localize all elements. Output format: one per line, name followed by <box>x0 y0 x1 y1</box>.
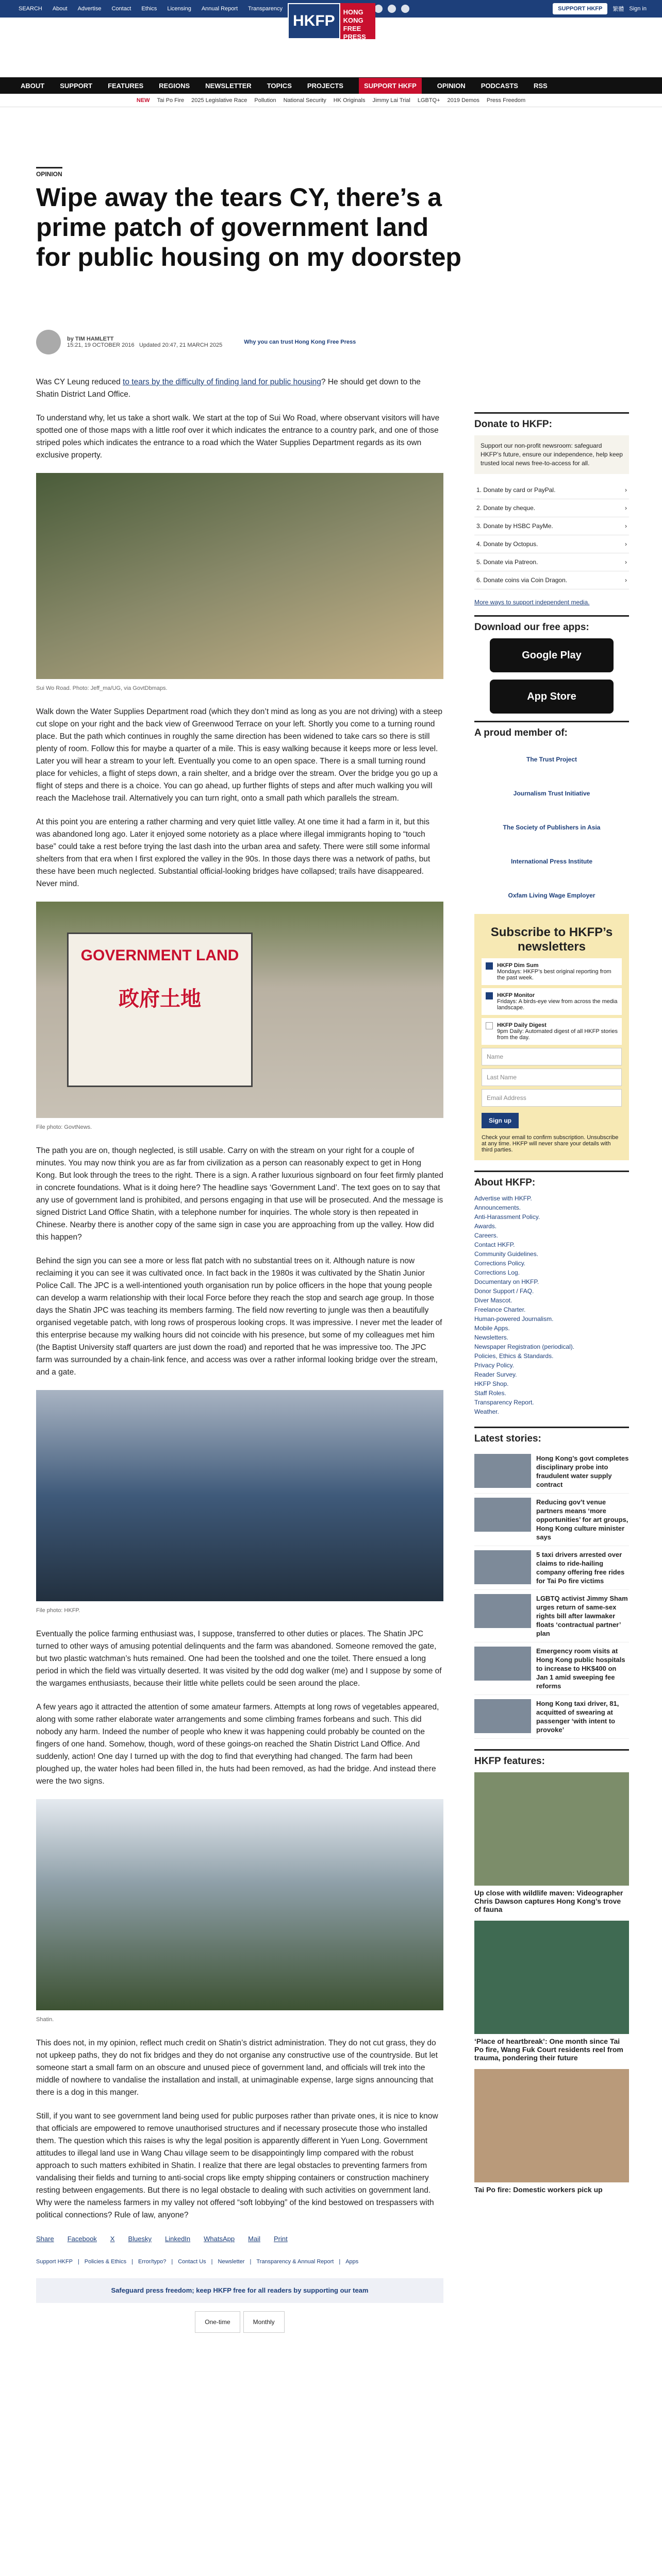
about-link[interactable]: Policies, Ethics & Standards. <box>474 1352 554 1360</box>
subnav-item[interactable]: HK Originals <box>333 97 366 104</box>
paragraph: To understand why, let us take a short walk. We start at the top of Sui Wo Road, where observant visitors will have spotted one of those maps with a little roof over it which indicates the entrance to a country park, and one of those striped poles which indicates the entrance to a road which the Water Supplies Department regards as its own exclusive property. <box>36 414 440 460</box>
footer-link[interactable]: Support HKFP <box>36 2259 73 2265</box>
paragraph: A few years ago it attracted the attention of some amateur farmers. Attempts at long rows of vegetables appeared, along with some rather elaborate water arrangements and some climbing frames forbeans and such. This did nobody any harm. Indeed the number of people who knew it was happening could probably be counted on the fingers of one hand. Somehow, though, word of these goings-on reached the Shatin District Land Office. And suddenly, action! One day I turned up with the dog to find that everything had changed. The farm had been ploughed up, the water holes had been filled in, the huts had been removed, as had the bridge. And instead there were the two signs. <box>36 1703 439 1786</box>
nav-podcasts[interactable]: PODCASTS <box>481 81 518 90</box>
about-link[interactable]: Awards. <box>474 1223 497 1230</box>
government-land-sign <box>67 933 253 1087</box>
nl-desc: 9pm Daily: Automated digest of all HKFP stories from the day. <box>497 1028 618 1041</box>
feature-image[interactable] <box>474 1921 629 2034</box>
hkfp-logo[interactable] <box>288 3 375 39</box>
main-nav <box>0 77 662 94</box>
newsletter-option[interactable] <box>482 958 622 985</box>
chevron-right-icon: › <box>625 577 627 584</box>
story-item[interactable] <box>474 1590 629 1642</box>
story-title: 5 taxi drivers arrested over claims to ride-hailing company offering free rides for Tai Po fire victims <box>536 1551 625 1585</box>
about-link[interactable]: Anti-Harassment Policy. <box>474 1213 540 1221</box>
nav-about[interactable]: ABOUT <box>21 81 45 90</box>
app-store-button[interactable]: App Store <box>490 680 614 714</box>
chevron-right-icon: › <box>625 522 627 530</box>
about-link[interactable]: Community Guidelines. <box>474 1250 539 1258</box>
paragraph: Behind the sign you can see a more or less flat patch with no substantial trees on it. Although nature is now reclaiming it you can see it was cultivated once. In fact back in the 1980s it was cultivated by the Shatin Junior Police Call. The JPC is a well-intentioned youth organisation run by police officers in the hope that young people can develop a warm relationship with their local Force before they reach the stop and search age group. In those days the Shatin JPC was teaching its members farming. The field now reverting to jungle was then a beautifully organised vegetable patch, with long rows of prosperous looking crops. It was impressive. I never met the leader of this enterprise because my walking hours did not coincide with his presence, but some of my colleagues met him (the Baptist University staff quarters are just down the road) and reported that he was impressive too. The JPC farm was surrounded by a chain-link fence, and access was over a rather informal looking bridge over the stream, and a gate. <box>36 1257 442 1377</box>
top-right <box>553 3 647 14</box>
about-link[interactable]: Mobile Apps. <box>474 1325 510 1332</box>
sign-up-button[interactable]: Sign up <box>482 1113 519 1128</box>
subnav-item[interactable]: National Security <box>283 97 326 104</box>
paragraph <box>36 376 443 401</box>
nav-features[interactable]: FEATURES <box>108 81 144 90</box>
nav-support-hkfp[interactable]: SUPPORT HKFP <box>359 78 422 94</box>
feature-image[interactable] <box>474 2069 629 2182</box>
sign-text-zh: 政府土地 <box>119 988 201 1010</box>
inline-link[interactable]: to tears by the difficulty of finding land for public housing <box>123 378 321 386</box>
donate-blurb[interactable]: Support our non-profit newsroom: safeguard HKFP’s future, ensure our independence, help keep trusted local news free-to-access for all. <box>474 435 629 474</box>
about-link[interactable]: Corrections Policy. <box>474 1260 526 1267</box>
checkbox-icon[interactable] <box>486 992 493 999</box>
checkbox-icon[interactable] <box>486 962 493 970</box>
donate-option[interactable] <box>474 517 629 535</box>
donate-option[interactable] <box>474 571 629 589</box>
text: ? He should get down to the Shatin District Land Office. <box>36 378 421 399</box>
option-label: 4. Donate by Octopus. <box>476 540 538 548</box>
footer-links: Support HKFP | Policies & Ethics | Error/typo? | Contact Us | Newsletter | Transparency & Annual Report | Apps <box>36 2256 443 2268</box>
section-label[interactable]: OPINION <box>36 167 62 178</box>
about-link[interactable]: Privacy Policy. <box>474 1362 515 1369</box>
footer-link[interactable]: Newsletter <box>218 2259 245 2265</box>
article-image <box>36 1799 443 2010</box>
nl-name: HKFP Dim Sum <box>497 962 539 969</box>
feature-title[interactable]: Up close with wildlife maven: Videographer Chris Dawson captures Hong Kong’s trove of fauna <box>474 1889 623 1913</box>
donate-option[interactable] <box>474 499 629 517</box>
nav-projects[interactable]: PROJECTS <box>307 81 343 90</box>
share-bar <box>36 2233 443 2245</box>
subnav-new: NEW <box>136 97 150 104</box>
about-link[interactable]: Newspaper Registration (periodical). <box>474 1343 575 1350</box>
instagram-icon[interactable] <box>374 5 383 13</box>
paragraph: The path you are on, though neglected, is still usable. Carry on with the stream on your right for a couple of minutes. You may now think you are as far from civilization as a person can reasonably expect to get in Hong Kong. But look through the trees to the right. There is a sign. A rather luxurious signboard on four feet firmly planted in concrete foundations. What is it doing here? The headline says ‘Government Land’. The text goes on to say that any use of government land is prohibited, and persons engaging in that use will be prosecuted. And the message is signed District Land Office Shatin, with a telephone number for inquiries. The whole story is then repeated in Chinese. Nearby there is another copy of the same sign in case you are approaching from up the valley. How did this happen? <box>36 1146 443 1242</box>
nl-name: HKFP Daily Digest <box>497 1022 547 1028</box>
trust-link[interactable]: Why you can trust Hong Kong Free Press <box>244 339 356 345</box>
about-link[interactable]: Advertise with HKFP. <box>474 1195 532 1202</box>
paragraph: Walk down the Water Supplies Department road (which they don’t mind as long as you are not driving) with a steep cut slope on your right and the back view of Greenwood Terrace on your left. Shortly you come to a turning round place. But the path which continues in roughly the same direction has been widened to take cars so there is still plenty of room. Follow this for maybe a quarter of a mile. This is easy walking because it keeps more or less level. Later you will hear a stream to your left. Eventually you come to an open space. There is a small turning round place for vehicles, a flight of steps down, a rain shelter, and a bridge over the stream. Over the bridge you go up a flight of steps and there is a choice. You can go ahead, up further flights of steps and after much walking you will reach the Maclehose trail. Alternatively you can turn right, onto a small path which parallels the stream. <box>36 707 443 803</box>
about-link[interactable]: HKFP Shop. <box>474 1380 509 1387</box>
features-heading: HKFP features: <box>474 1749 629 1772</box>
name-field[interactable]: Name <box>482 1048 622 1065</box>
support-banner[interactable]: Safeguard press freedom; keep HKFP free for all readers by supporting our team <box>36 2278 443 2303</box>
share-bluesky[interactable]: Bluesky <box>128 2235 152 2243</box>
image-caption: File photo: GovtNews. <box>36 1124 92 1130</box>
subnav-item[interactable]: Pollution <box>254 97 276 104</box>
donate-option[interactable] <box>474 553 629 571</box>
publish-date: 15:21, 19 OCTOBER 2016 <box>67 342 135 348</box>
logo-line2: FREE PRESS <box>343 25 366 41</box>
footer-link[interactable]: Policies & Ethics <box>84 2259 127 2265</box>
last-name-field[interactable]: Last Name <box>482 1069 622 1086</box>
support-button[interactable]: SUPPORT HKFP <box>553 3 607 14</box>
topbar-licensing[interactable]: Licensing <box>167 6 191 12</box>
share-mail[interactable]: Mail <box>248 2235 260 2243</box>
chevron-right-icon: › <box>625 486 627 494</box>
about-link[interactable]: Transparency Report. <box>474 1399 534 1406</box>
apps-heading: Download our free apps: <box>474 615 629 638</box>
about-link[interactable]: Newsletters. <box>474 1334 509 1341</box>
story-title: Emergency room visits at Hong Kong public hospitals to increase to HK$400 on Jan 1 amid sweeping fee reforms <box>536 1647 625 1690</box>
about-link[interactable]: Weather. <box>474 1408 499 1415</box>
sub-nav <box>0 94 662 107</box>
member-logo[interactable]: Oxfam Living Wage Employer <box>508 892 595 899</box>
lang-switch[interactable]: 繁體 <box>613 6 624 12</box>
story-item[interactable] <box>474 1450 629 1494</box>
about-link[interactable]: Human-powered Journalism. <box>474 1315 554 1323</box>
feature-title[interactable]: ‘Place of heartbreak’: One month since Tai Po fire, Wang Fuk Court residents reel from trauma, pondering their future <box>474 2037 623 2062</box>
story-item[interactable] <box>474 1695 629 1739</box>
image-caption: Sui Wo Road. Photo: Jeff_ma/UG, via GovtDbmaps. <box>36 685 168 691</box>
sign-text-en: GOVERNMENT LAND <box>80 947 239 964</box>
topbar-advertise[interactable]: Advertise <box>77 6 102 12</box>
chevron-right-icon: › <box>625 540 627 548</box>
story-item[interactable] <box>474 1546 629 1590</box>
about-link[interactable]: Staff Roles. <box>474 1389 506 1397</box>
email-field[interactable]: Email Address <box>482 1089 622 1107</box>
footer-link[interactable]: Transparency & Annual Report <box>256 2259 334 2265</box>
google-play-button[interactable]: Google Play <box>490 638 614 672</box>
image-caption: Shatin. <box>36 2016 54 2023</box>
topbar-contact[interactable]: Contact <box>111 6 131 12</box>
page-title: Wipe away the tears CY, there’s a prime patch of government land for public housing on my doorstep <box>36 183 461 272</box>
about-link[interactable]: Diver Mascot. <box>474 1297 512 1304</box>
donate-option[interactable] <box>474 481 629 499</box>
option-label: 1. Donate by card or PayPal. <box>476 486 556 494</box>
topbar-search[interactable]: SEARCH <box>19 6 42 12</box>
about-link[interactable]: Contact HKFP. <box>474 1241 515 1248</box>
newsletter-box <box>474 914 629 1160</box>
story-title: LGBTQ activist Jimmy Sham urges return of same-sex rights bill after lawmaker floats ‘contractual partner’ plan <box>536 1595 628 1637</box>
subnav-item[interactable]: Jimmy Lai Trial <box>372 97 410 104</box>
nav-newsletter[interactable]: NEWSLETTER <box>205 81 252 90</box>
topbar-ethics[interactable]: Ethics <box>141 6 157 12</box>
subnav-item[interactable]: 2025 Legislative Race <box>191 97 247 104</box>
checkbox-icon[interactable] <box>486 1022 493 1029</box>
share-whatsapp[interactable]: WhatsApp <box>204 2235 235 2243</box>
linkedin-icon[interactable] <box>401 5 409 13</box>
youtube-icon[interactable] <box>388 5 396 13</box>
feature-title[interactable]: Tai Po fire: Domestic workers pick up <box>474 2185 603 2194</box>
about-link[interactable]: Donor Support / FAQ. <box>474 1287 534 1295</box>
latest-heading: Latest stories: <box>474 1427 629 1450</box>
member-logo[interactable]: International Press Institute <box>510 858 593 865</box>
logo-line1: HONG KONG <box>343 8 363 24</box>
subnav-item[interactable]: 2019 Demos <box>447 97 479 104</box>
topbar-about[interactable]: About <box>52 6 68 12</box>
tab-monthly[interactable]: Monthly <box>243 2311 285 2333</box>
story-thumb <box>474 1594 531 1628</box>
newsletter-title: Subscribe to HKFP’s newsletters <box>490 925 613 954</box>
member-logo[interactable]: The Trust Project <box>526 756 577 763</box>
share-facebook[interactable]: Facebook <box>67 2235 97 2243</box>
updated-date: Updated 20:47, 21 MARCH 2025 <box>139 342 223 348</box>
about-link[interactable]: Corrections Log. <box>474 1269 520 1276</box>
donate-heading: Donate to HKFP: <box>474 412 629 435</box>
subnav-item[interactable]: LGBTQ+ <box>417 97 440 104</box>
article-image <box>36 1390 443 1601</box>
about-link[interactable]: Careers. <box>474 1232 499 1239</box>
about-link[interactable]: Reader Survey. <box>474 1371 517 1378</box>
text: Was CY Leung reduced <box>36 378 123 386</box>
newsletter-option[interactable] <box>482 988 622 1015</box>
story-title: Hong Kong taxi driver, 81, acquitted of swearing at passenger ‘with intent to provoke’ <box>536 1700 619 1734</box>
feature-image[interactable] <box>474 1772 629 1886</box>
nav-topics[interactable]: TOPICS <box>267 81 292 90</box>
footer-link[interactable]: Error/typo? <box>138 2259 167 2265</box>
story-title: Hong Kong’s govt completes disciplinary probe into fraudulent water supply contract <box>536 1454 629 1488</box>
share-linkedin[interactable]: LinkedIn <box>165 2235 191 2243</box>
footer-link[interactable]: Apps <box>345 2259 359 2265</box>
chevron-right-icon: › <box>625 558 627 566</box>
donation-tabs <box>36 2311 443 2333</box>
about-heading: About HKFP: <box>474 1171 629 1194</box>
members-heading: A proud member of: <box>474 721 629 744</box>
option-label: 5. Donate via Patreon. <box>476 558 538 566</box>
option-label: 2. Donate by cheque. <box>476 504 536 512</box>
article-image <box>36 473 443 679</box>
story-title: Reducing gov’t venue partners means ‘more opportunities’ for art groups, Hong Kong culture minister says <box>536 1498 628 1541</box>
share-print[interactable]: Print <box>273 2235 288 2243</box>
paragraph: Eventually the police farming enthusiast was, I suppose, transferred to other duties or places. The Shatin JPC turned to other ways of amusing potential delinquents and the farm was abandoned. Someone removed the gate, but two plastic watchman’s huts remained. One had been the toolshed and one the toilet. There ensued a long period in which the field was virtually deserted. It was visited by the odd dog walker (me) and I suppose by some of the wargames enthusiasts, because their little white pellets could be seen around the place. <box>36 1630 442 1688</box>
logo-hkfp: HKFP <box>288 3 340 39</box>
chevron-right-icon: › <box>625 504 627 512</box>
nl-desc: Fridays: A birds-eye view from across the media landscape. <box>497 998 618 1011</box>
image-caption: File photo: HKFP. <box>36 1607 80 1614</box>
nav-rss[interactable]: RSS <box>533 81 548 90</box>
option-label: 6. Donate coins via Coin Dragon. <box>476 577 568 584</box>
newsletter-note: Check your email to confirm subscription. Unsubscribe at any time. HKFP will never share your details with third parties. <box>482 1134 619 1153</box>
story-thumb <box>474 1498 531 1532</box>
byline <box>36 330 356 354</box>
topbar-transparency[interactable]: Transparency <box>248 6 283 12</box>
newsletter-option[interactable] <box>482 1018 622 1045</box>
member-logo[interactable]: The Society of Publishers in Asia <box>503 824 601 831</box>
article-image <box>36 902 443 1118</box>
share-x[interactable]: X <box>110 2235 115 2243</box>
story-thumb <box>474 1454 531 1488</box>
nav-support[interactable]: SUPPORT <box>60 81 93 90</box>
member-logo[interactable]: Journalism Trust Initiative <box>513 790 590 797</box>
nav-opinion[interactable]: OPINION <box>437 81 466 90</box>
about-link[interactable]: Freelance Charter. <box>474 1306 526 1313</box>
topbar-annual-report[interactable]: Annual Report <box>201 6 238 12</box>
story-thumb <box>474 1550 531 1584</box>
author-name[interactable]: by TIM HAMLETT <box>67 336 114 342</box>
author-avatar <box>36 330 61 354</box>
nl-desc: Mondays: HKFP’s best original reporting from the past week. <box>497 969 611 981</box>
donate-option[interactable] <box>474 535 629 553</box>
share-label: Share <box>36 2235 54 2243</box>
sidebar <box>474 412 629 2201</box>
tab-one-time[interactable]: One-time <box>195 2311 240 2333</box>
paragraph: This does not, in my opinion, reflect much credit on Shatin’s district administration. They do not cut grass, they do not upkeep paths, they do not fix bridges and they do not organise any constructive use of the countryside. But let someone start a small farm on an obscure and unused piece of government land, and officials will trek into the middle of nowhere to vandalise the installation and install, at unimaginable expense, large signs announcing that there is a dog in this manger. <box>36 2039 438 2097</box>
subnav-item[interactable]: Press Freedom <box>486 97 526 104</box>
option-label: 3. Donate by HSBC PayMe. <box>476 522 553 530</box>
article-body <box>36 376 443 2333</box>
about-link[interactable]: Documentary on HKFP. <box>474 1278 539 1285</box>
story-thumb <box>474 1647 531 1681</box>
more-ways-link[interactable]: More ways to support independent media. <box>474 599 590 606</box>
logo-text <box>340 3 375 39</box>
footer-link[interactable]: Contact Us <box>178 2259 206 2265</box>
sign-in-link[interactable]: Sign in <box>629 6 647 12</box>
nav-regions[interactable]: REGIONS <box>159 81 190 90</box>
story-item[interactable] <box>474 1494 629 1546</box>
paragraph: At this point you are entering a rather charming and very quiet little valley. At one time it had a farm in it, but this was abandoned long ago. Later it enjoyed some notoriety as a place where illegal immigrants hoping to “touch base” could take a rest before trying the last dash into the urban area and safety. There were still some informal shelters from that era when I first explored the valley in the 90s. In those days there was a network of paths, but these have been much neglected. Substantial official-looking bridges have collapsed; trails have disappeared. Never mind. <box>36 818 431 888</box>
nl-name: HKFP Monitor <box>497 992 535 998</box>
subnav-item[interactable]: Tai Po Fire <box>157 97 185 104</box>
story-item[interactable] <box>474 1642 629 1695</box>
story-thumb <box>474 1699 531 1733</box>
paragraph: Still, if you want to see government land being used for public purposes rather than private ones, it is nice to know that officials are empowered to remove unauthorised structures and if necessary prosecute those who installed them. The question which this raises is why the legal position is apparently different in Yuen Long. Government attitudes to illegal land use in Wang Chau village seem to be disappointingly limp compared with the robust approach to such matters exhibited in Shatin. I realize that there are legal obstacles to preventing farmers from vandalising their fields and turning to anti-social crops like empty shipping containers or construction machinery resting between engagements. But there is no legal obstacle to dealing with such activities on government land. Why were the nameless farmers in my valley not offered “soft lobbying” of the kind bestowed on trespassers with political connections? Rule of law, anyone? <box>36 2112 438 2219</box>
about-list <box>474 1194 629 1416</box>
about-link[interactable]: Announcements. <box>474 1204 521 1211</box>
